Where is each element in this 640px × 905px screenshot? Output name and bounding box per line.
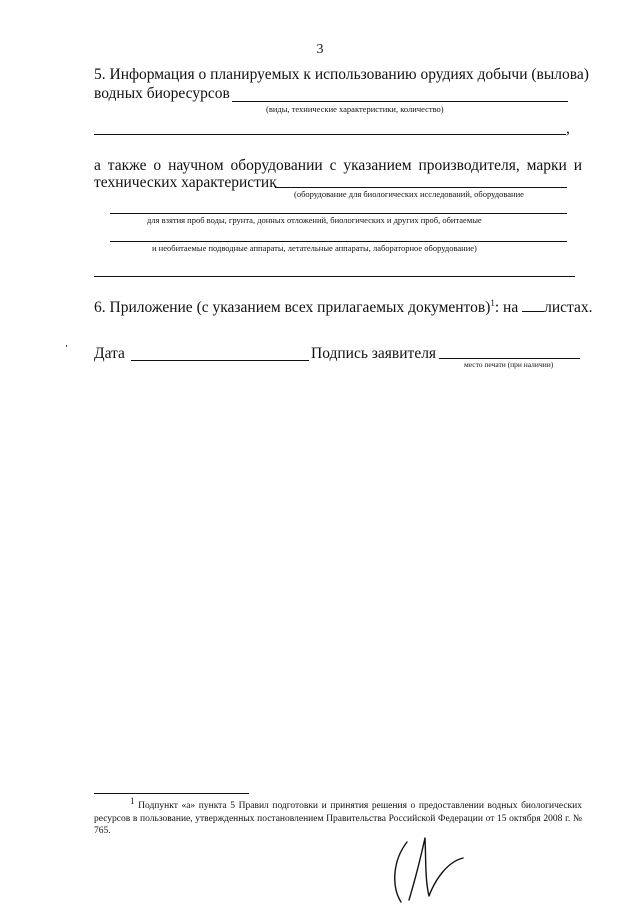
footnote — [94, 795, 582, 838]
equipment-caption-2: для взятия проб воды, грунта, донных отложений, биологических и других проб, обитаемые — [147, 215, 482, 225]
sheet-count-field[interactable] — [522, 298, 544, 312]
section6-middle: : на — [494, 299, 523, 316]
section5-line4: технических характеристик — [94, 174, 277, 191]
section6-sheets-label: листах. — [544, 299, 593, 316]
section5-line2: водных биоресурсов — [94, 85, 230, 102]
date-label: Дата — [94, 345, 125, 362]
stamp-caption: место печати (при наличии) — [464, 360, 554, 369]
footnote-mark: 1 — [130, 795, 135, 806]
equipment-caption-3: и необитаемые подводные аппараты, летательные аппараты, лабораторное оборудование) — [152, 243, 477, 253]
equipment-field[interactable] — [275, 187, 567, 188]
section6-text: 6. Приложение (с указанием всех прилагаемых документов) — [94, 299, 491, 316]
equipment-field-line2[interactable] — [110, 213, 567, 214]
signature-field[interactable] — [439, 358, 580, 359]
footnote-reference: 1 — [490, 297, 495, 308]
signature-label: Подпись заявителя — [311, 345, 437, 362]
trailing-comma: , — [566, 120, 570, 137]
page-number: 3 — [316, 42, 324, 57]
gear-description-field-continued[interactable] — [94, 134, 566, 135]
equipment-field-line4[interactable] — [94, 276, 575, 277]
date-field[interactable] — [131, 360, 309, 361]
section6-attachments — [94, 298, 592, 317]
equipment-caption-1: (оборудование для биологических исследований, оборудование — [294, 189, 524, 199]
handwritten-signature — [385, 828, 465, 905]
section5-line1: 5. Информация о планируемых к использованию орудиях добычи (вылова) — [94, 66, 589, 83]
section5-line3: а также о научном оборудовании с указанием производителя, марки и — [94, 157, 582, 174]
equipment-field-line3[interactable] — [110, 241, 567, 242]
gear-description-caption: (виды, технические характеристики, количество) — [266, 104, 444, 114]
footnote-separator — [94, 793, 249, 794]
gear-description-field[interactable] — [232, 101, 568, 102]
footnote-text: Подпункт «а» пункта 5 Правил подготовки и принятия решения о предоставлении водных биологических ресурсов в пользование, утвержденных постановлением Правительства Российской Федерации от 15 октября 2008 г. № 765. — [94, 801, 582, 836]
scan-mark — [66, 345, 67, 347]
